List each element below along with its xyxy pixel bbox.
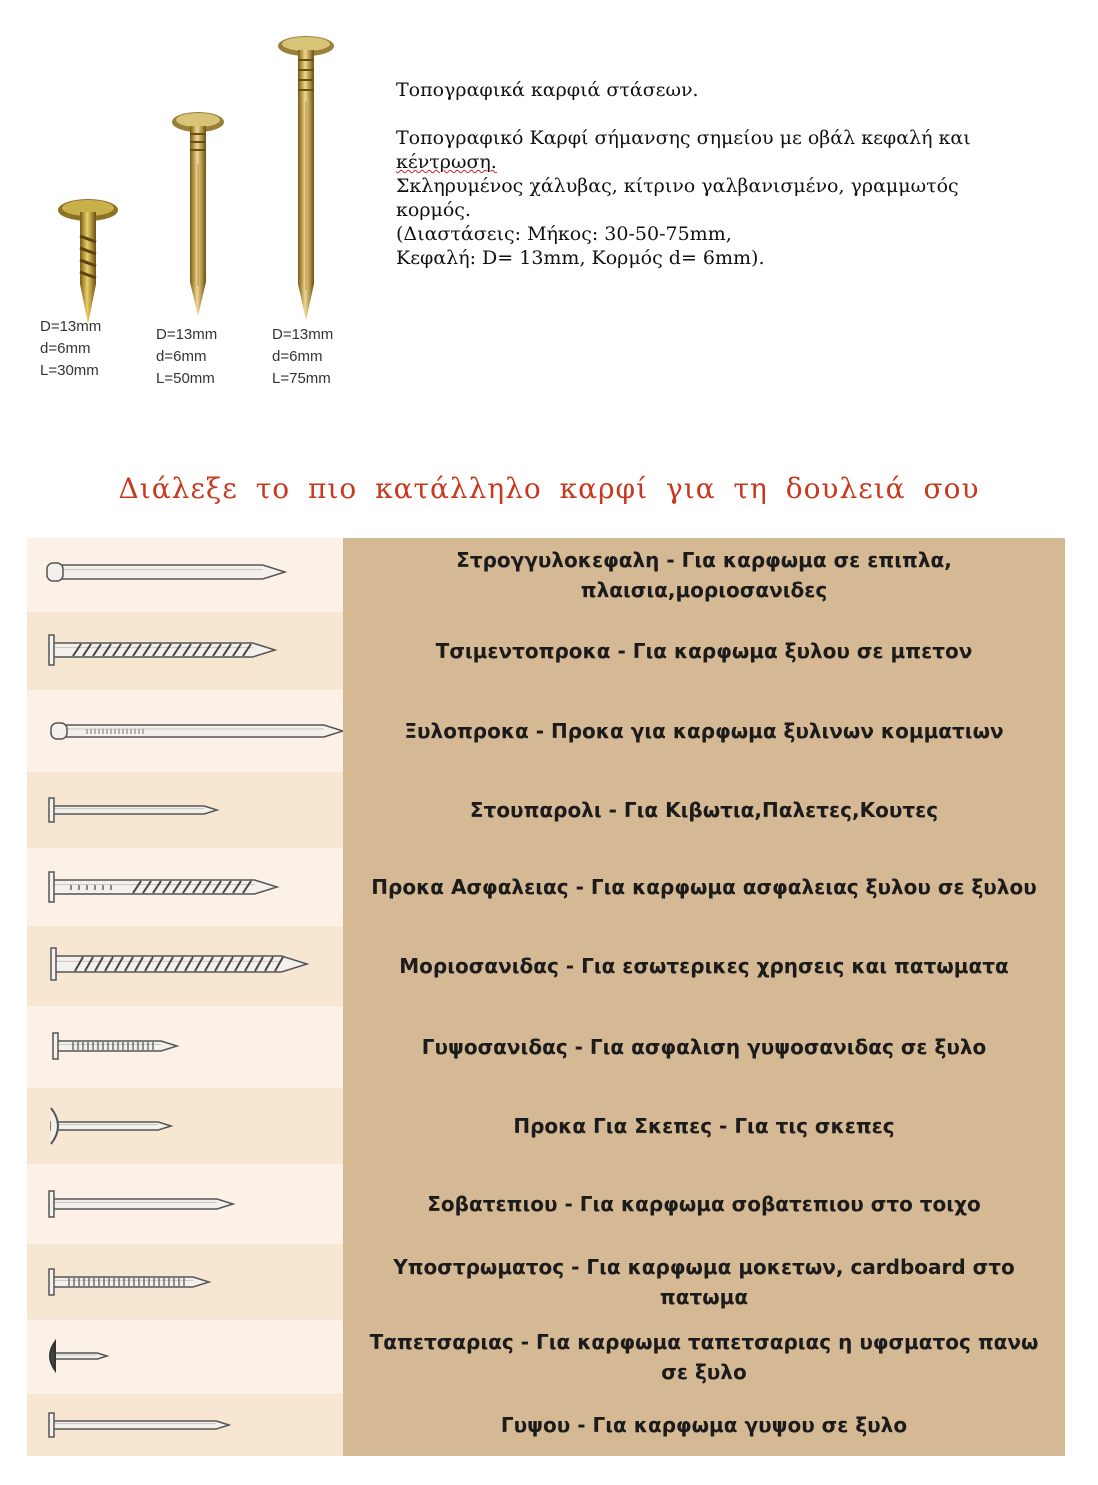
nail-type-label: Στουπαρολι - Για Κιβωτια,Παλετες,Κουτες: [469, 798, 939, 822]
concrete-nail-icon: [27, 612, 343, 690]
nail-type-label: Προκα Για Σκεπες - Για τις σκεπες: [513, 1114, 895, 1138]
nail-type-label: Υποστρωματος - Για καρφωμα μοκετων, cardboard στο πατωμα: [393, 1255, 1015, 1309]
nail-type-label: Τσιμεντοπροκα - Για καρφωμα ξυλου σε μπετον: [435, 639, 973, 663]
description-line: Κεφαλή: D= 13mm, Κορμός d= 6mm).: [396, 247, 765, 269]
nail-description-cell: [343, 1088, 1065, 1164]
section-heading: Διάλεξε το πιο κατάλληλο καρφί για τη δουλειά σου: [118, 472, 980, 505]
nail-type-row: [27, 926, 1065, 1006]
dim-shank-diameter: d=6mm: [272, 348, 323, 365]
nail-types-table: [27, 538, 1065, 1454]
nail-image-cell: [27, 926, 343, 1006]
survey-nails-section: [0, 0, 1098, 420]
dim-head-diameter: D=13mm: [156, 326, 218, 343]
description-title: Τοπογραφικά καρφιά στάσεων.: [396, 79, 699, 101]
description-line: κέντρωση.: [396, 151, 497, 173]
nail-type-row: [27, 1320, 1065, 1394]
dim-shank-diameter: d=6mm: [40, 340, 91, 357]
nail-type-label: Σοβατεπιου - Για καρφωμα σοβατεπιου στο τοιχο: [427, 1192, 981, 1216]
nail-type-label: Ξυλοπροκα - Προκα για καρφωμα ξυλινων κομματιων: [404, 719, 1004, 743]
round-head-nail-icon: [27, 538, 343, 612]
nail-description-cell: [343, 1164, 1065, 1244]
nail-description-cell: [343, 612, 1065, 690]
nail-type-label: Γυψοσανιδας - Για ασφαλιση γυψοσανιδας σε ξυλο: [421, 1035, 987, 1059]
box-nail-icon: [27, 772, 343, 848]
underlay-nail-icon: [27, 1244, 343, 1320]
upholstery-nail-icon: [27, 1320, 343, 1394]
nail-description-cell: [343, 1006, 1065, 1088]
survey-nail-description: [396, 78, 1056, 270]
nail-description-cell: [343, 1244, 1065, 1320]
chipboard-nail-icon: [27, 926, 343, 1006]
survey-nail-50mm-image: [168, 110, 228, 320]
nail-description-cell: [343, 772, 1065, 848]
description-line: Τοπογραφικό Καρφί σήμανσης σημείου με οβάλ κεφαλή και: [396, 127, 971, 149]
nail-image-cell: [27, 1006, 343, 1088]
nail-image-cell: [27, 1244, 343, 1320]
survey-nail-30mm-dims: [40, 316, 101, 382]
nail-type-label: Προκα Ασφαλειας - Για καρφωμα ασφαλειας ξυλου σε ξυλου: [371, 875, 1037, 899]
nail-image-cell: [27, 1088, 343, 1164]
nail-description-cell: [343, 926, 1065, 1006]
nail-type-row: [27, 1006, 1065, 1088]
nail-image-cell: [27, 848, 343, 926]
description-line: κορμός.: [396, 199, 471, 221]
nail-type-row: [27, 772, 1065, 848]
nail-type-row: [27, 690, 1065, 772]
nail-type-label: Μοριοσανιδας - Για εσωτερικες χρησεις και πατωματα: [399, 954, 1009, 978]
nail-type-label: Στρογγυλοκεφαλη - Για καρφωμα σε επιπλα, πλαισια,μοριοσανιδες: [456, 548, 952, 602]
survey-nail-50mm-dims: [156, 324, 217, 390]
nail-type-label: Γυψου - Για καρφωμα γυψου σε ξυλο: [500, 1413, 908, 1437]
nail-type-row: [27, 1088, 1065, 1164]
safety-nail-icon: [27, 848, 343, 926]
nail-image-cell: [27, 1320, 343, 1394]
nail-description-cell: [343, 538, 1065, 612]
survey-nail-30mm-image: [56, 196, 120, 328]
nail-type-row: [27, 1164, 1065, 1244]
description-line: Σκληρυμένος χάλυβας, κίτρινο γαλβανισμένο, γραμμωτός: [396, 175, 959, 197]
nail-description-cell: [343, 690, 1065, 772]
nail-type-row: [27, 1244, 1065, 1320]
survey-nail-75mm-dims: [272, 324, 333, 390]
dim-head-diameter: D=13mm: [272, 326, 334, 343]
dim-head-diameter: D=13mm: [40, 318, 102, 335]
nail-type-row: [27, 1394, 1065, 1456]
dim-length: L=75mm: [272, 370, 331, 387]
dim-shank-diameter: d=6mm: [156, 348, 207, 365]
nail-image-cell: [27, 1164, 343, 1244]
dim-length: L=30mm: [40, 362, 99, 379]
nail-image-cell: [27, 538, 343, 612]
survey-nail-75mm-image: [276, 34, 336, 324]
nail-description-cell: [343, 1320, 1065, 1394]
nail-type-row: [27, 612, 1065, 690]
dim-length: L=50mm: [156, 370, 215, 387]
roofing-nail-icon: [27, 1088, 343, 1164]
nail-image-cell: [27, 1394, 343, 1456]
description-line: (Διαστάσεις: Μήκος: 30-50-75mm,: [396, 223, 732, 245]
nail-image-cell: [27, 690, 343, 772]
wood-nail-icon: [27, 690, 343, 772]
nail-description-cell: [343, 848, 1065, 926]
nail-type-row: [27, 848, 1065, 926]
nail-type-row: [27, 538, 1065, 612]
nail-type-label: Ταπετσαριας - Για καρφωμα ταπετσαριας η υφσματος πανω σε ξυλο: [369, 1330, 1039, 1384]
plaster-nail-icon: [27, 1394, 343, 1456]
drywall-nail-icon: [27, 1006, 343, 1088]
nail-description-cell: [343, 1394, 1065, 1456]
nail-image-cell: [27, 612, 343, 690]
skirting-nail-icon: [27, 1164, 343, 1244]
nail-image-cell: [27, 772, 343, 848]
